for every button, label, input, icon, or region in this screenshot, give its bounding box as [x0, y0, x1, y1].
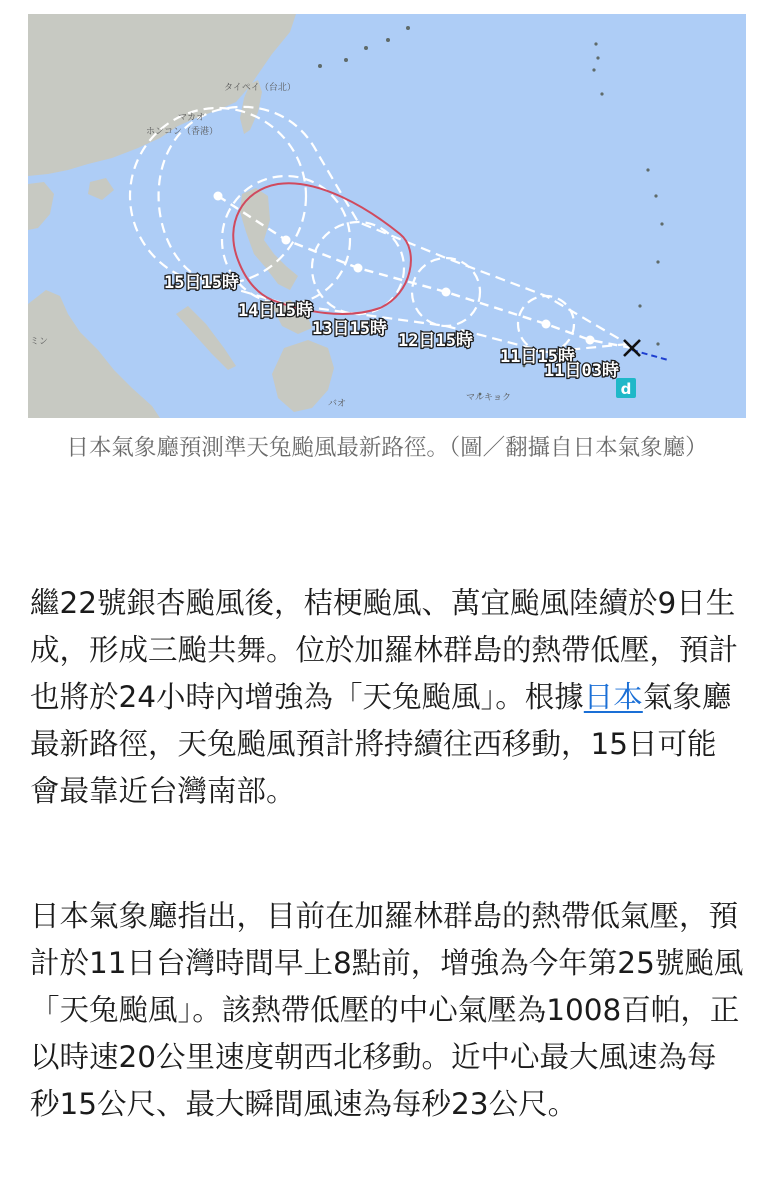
place-label-hongkong: ホンコン（香港）: [146, 127, 219, 137]
track-label-12-15: 12日15時: [398, 331, 473, 351]
place-label-melekeok: マルキョク: [466, 393, 512, 403]
map-canvas: [28, 14, 746, 418]
place-label-macau: マカオ: [178, 113, 206, 123]
place-label-taipei: タイペイ（台北）: [224, 83, 296, 93]
japan-tag-link[interactable]: 日本: [583, 680, 643, 714]
pacific-islands: [318, 26, 664, 395]
track-label-14-15: 14日15時: [238, 301, 313, 321]
depression-marker: [616, 378, 636, 398]
typhoon-forecast-map: [28, 14, 746, 418]
article-paragraph-2: 日本氣象廳指出，目前在加羅林群島的熱帶低氣壓，預計於11日台灣時間早上8點前，增強為今年第25號颱風「天兔颱風」。該熱帶低壓的中心氣壓為1008百帕，正以時速20公里速度朝西北移動。近中心最大風速為每秒15公尺、最大瞬間風速為每秒23公尺。: [30, 899, 744, 1121]
palawan-island: [176, 306, 236, 370]
vietnam-coast: [28, 182, 54, 230]
hainan-island: [88, 178, 114, 200]
mindanao-island: [272, 340, 334, 412]
track-label-15-15: 15日15時: [164, 273, 239, 293]
track-label-13-15: 13日15時: [312, 319, 387, 339]
image-caption: 日本氣象廳預測準天兔颱風最新路徑。（圖／翻攝自日本氣象廳）: [66, 435, 708, 461]
track-label-11-15: 11日15時: [500, 347, 575, 367]
track-label-11-03: 11日03時: [544, 361, 619, 381]
paragraph-1-text-a: 繼22號銀杏颱風後，桔梗颱風、萬宜颱風陸續於9日生成，形成三颱共舞。位於加羅林群島的熱帶低壓，預計也將於24小時內增強為「天兔颱風」。根據: [30, 586, 739, 714]
depression-marker-label: d: [620, 380, 632, 398]
borneo-landmass: [28, 290, 160, 418]
paragraph-1-text-b: 氣象廳最新路徑，天兔颱風預計將持續往西移動，15日可能會最靠近台灣南部。: [30, 680, 732, 808]
place-label-davao: バオ: [328, 399, 347, 409]
place-label-partial: ミン: [30, 337, 49, 347]
article-paragraph-1: [30, 580, 746, 815]
